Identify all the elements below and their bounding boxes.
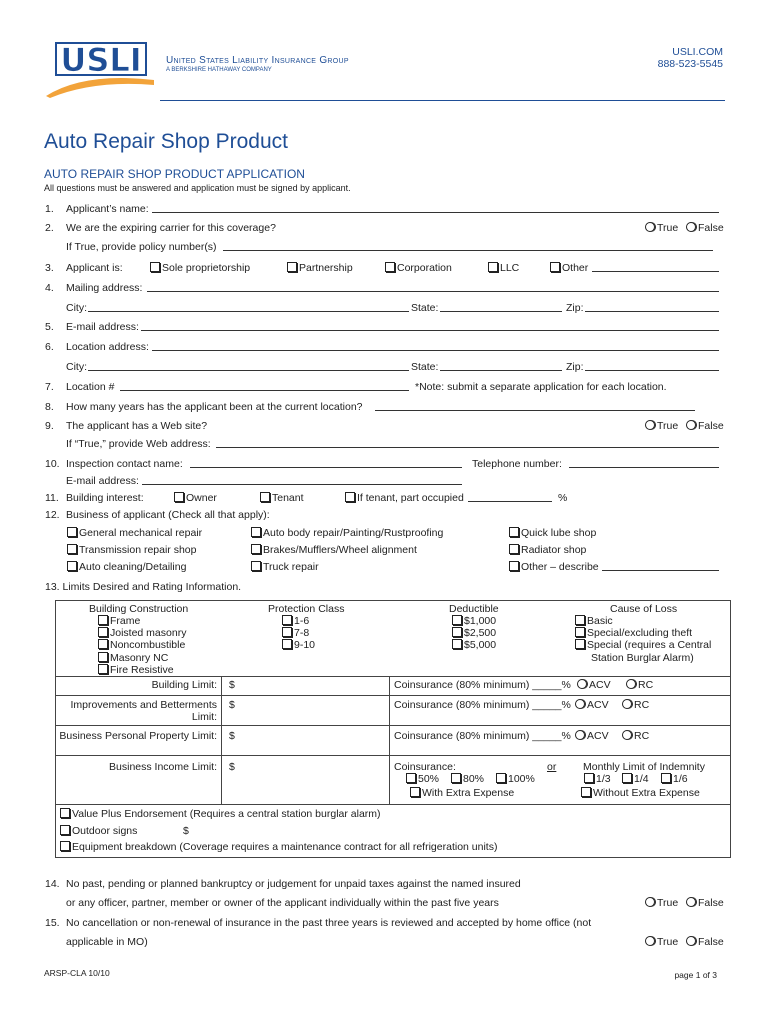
q15-label: No cancellation or non-renewal of insurance in the past three years is reviewed and accepted by home office (not (66, 917, 592, 929)
option-label: Auto body repair/Painting/Rustproofing (263, 527, 444, 539)
improvements-coinsurance[interactable]: Coinsurance (80% minimum) _____% (394, 699, 571, 711)
option-label: 7-8 (294, 627, 310, 639)
q12-number: 12. (45, 509, 60, 521)
q14-number: 14. (45, 878, 60, 890)
q7-number: 7. (45, 381, 54, 393)
bi-80-checkbox[interactable] (451, 773, 484, 785)
location-state-field[interactable] (440, 360, 562, 371)
general-mechanical-checkbox[interactable] (67, 527, 202, 539)
improvements-label-cont: Limit: (191, 711, 217, 723)
q8-number: 8. (45, 401, 54, 413)
acv-label: ACV (589, 679, 611, 691)
checkbox-icon (98, 627, 108, 637)
bi-50-checkbox[interactable] (406, 773, 439, 785)
q14-label-cont: or any officer, partner, member or owner of the applicant individually within the past five years (66, 897, 499, 909)
acv-label: ACV (587, 699, 609, 711)
rc-label: RC (634, 699, 650, 711)
monthly-1-3-checkbox[interactable] (584, 773, 611, 785)
checkbox-icon (406, 773, 416, 783)
option-label: Equipment breakdown (Coverage requires a maintenance contract for all refrigeration units) (72, 841, 498, 853)
truck-repair-checkbox[interactable] (251, 561, 319, 573)
bpp-limit-label: Business Personal Property Limit: (59, 730, 217, 742)
q2-false-radio[interactable] (686, 222, 724, 234)
q15-true-label: True (657, 936, 679, 948)
option-label: Radiator shop (521, 544, 587, 556)
sole-proprietorship-checkbox[interactable] (150, 262, 250, 274)
checkbox-icon (550, 262, 560, 272)
checkbox-icon (509, 561, 519, 571)
q2-sub-label: If True, provide policy number(s) (66, 241, 217, 253)
checkbox-icon (251, 561, 261, 571)
checkbox-icon (452, 639, 462, 649)
or-label: or (547, 761, 557, 773)
option-label: Frame (110, 615, 141, 627)
option-label: Noncombustible (110, 639, 186, 651)
mailing-state-field[interactable] (440, 301, 562, 312)
q2-false-label: False (698, 222, 724, 234)
telephone-field[interactable] (569, 457, 719, 468)
q7-note: *Note: submit a separate application for each location. (415, 381, 667, 393)
llc-checkbox[interactable] (488, 262, 519, 274)
q11-label: Building interest: (66, 492, 144, 504)
improvements-dollar[interactable]: $ (229, 699, 235, 711)
website-link[interactable]: USLI.COM (672, 46, 723, 58)
radio-icon (575, 730, 585, 740)
option-label: Masonry NC (110, 652, 169, 664)
radio-icon (645, 420, 655, 430)
special-central-label-cont: Station Burglar Alarm) (591, 652, 694, 664)
checkbox-icon (60, 808, 70, 818)
option-label: Auto cleaning/Detailing (79, 561, 187, 573)
instructions-text: All questions must be answered and application must be signed by applicant. (44, 183, 351, 193)
checkbox-icon (67, 527, 77, 537)
location-number-field[interactable] (120, 380, 409, 391)
building-limit-label: Building Limit: (151, 679, 217, 691)
checkbox-icon (575, 639, 585, 649)
ded-1000-checkbox[interactable] (452, 615, 496, 627)
q6-label: Location address: (66, 341, 149, 353)
mailing-city-label: City: (66, 302, 87, 314)
special-excluding-theft-checkbox[interactable] (575, 627, 692, 639)
without-extra-expense-checkbox[interactable] (581, 787, 700, 799)
checkbox-icon (584, 773, 594, 783)
q9-false-radio[interactable] (686, 420, 724, 432)
option-label: Without Extra Expense (593, 787, 700, 799)
q14-true-label: True (657, 897, 679, 909)
web-address-field[interactable] (216, 437, 719, 448)
option-label: Quick lube shop (521, 527, 597, 539)
checkbox-icon (509, 527, 519, 537)
q4-label: Mailing address: (66, 282, 143, 294)
q1-label: Applicant’s name: (66, 203, 149, 215)
location-city-field[interactable] (88, 360, 409, 371)
partnership-checkbox[interactable] (287, 262, 353, 274)
q10-email-label: E-mail address: (66, 475, 139, 487)
q14-true-radio[interactable] (645, 897, 678, 909)
checkbox-icon (67, 544, 77, 554)
mailing-zip-label: Zip: (566, 302, 584, 314)
option-label: 1/3 (596, 773, 611, 785)
q15-false-label: False (698, 936, 724, 948)
rc-label: RC (638, 679, 654, 691)
q5-label: E-mail address: (66, 321, 139, 333)
location-address-field[interactable] (152, 340, 719, 351)
option-label: 1/4 (634, 773, 649, 785)
checkbox-icon (410, 787, 420, 797)
other-checkbox[interactable] (550, 262, 588, 274)
q2-label: We are the expiring carrier for this coverage? (66, 222, 276, 234)
q11-number: 11. (45, 492, 59, 504)
income-limit-label: Business Income Limit: (109, 761, 217, 773)
checkbox-icon (345, 492, 355, 502)
q8-label: How many years has the applicant been at the current location? (66, 401, 363, 413)
q4-number: 4. (45, 282, 54, 294)
q9-false-label: False (698, 420, 724, 432)
building-rc-radio[interactable] (626, 679, 653, 691)
option-label: 1-6 (294, 615, 310, 627)
option-label: Special/excluding theft (587, 627, 693, 639)
phone-number: 888-523-5545 (657, 58, 723, 70)
radio-icon (645, 897, 655, 907)
checkbox-icon (260, 492, 270, 502)
mailing-city-field[interactable] (88, 301, 409, 312)
mailing-state-label: State: (411, 302, 439, 314)
page-title: Auto Repair Shop Product (44, 130, 288, 153)
option-label: Brakes/Mufflers/Wheel alignment (263, 544, 417, 556)
mailing-zip-field[interactable] (585, 301, 719, 312)
masonry-nc-checkbox[interactable] (98, 652, 168, 664)
checkbox-icon (60, 825, 70, 835)
q9-label: The applicant has a Web site? (66, 420, 208, 432)
option-label: Fire Resistive (110, 664, 174, 676)
checkbox-icon (287, 262, 297, 272)
logo (44, 38, 156, 100)
with-extra-expense-checkbox[interactable] (410, 787, 514, 799)
income-dollar[interactable]: $ (229, 761, 235, 773)
contact-email-field[interactable] (142, 474, 462, 485)
option-label: Owner (186, 492, 217, 504)
svg-text:USLI: USLI (60, 41, 142, 79)
years-at-location-field[interactable] (375, 400, 695, 411)
bi-100-checkbox[interactable] (496, 773, 535, 785)
usli-logo-icon (44, 38, 156, 100)
option-label: Other (562, 262, 589, 274)
option-label: Outdoor signs (72, 825, 138, 837)
tenant-checkbox[interactable] (260, 492, 304, 504)
bpp-dollar[interactable]: $ (229, 730, 235, 742)
bpp-acv-radio[interactable] (575, 730, 609, 742)
other-entity-field[interactable] (592, 261, 719, 272)
checkbox-icon (452, 627, 462, 637)
other-business-field[interactable] (602, 560, 719, 571)
email-field[interactable] (141, 320, 719, 331)
q9-true-radio[interactable] (645, 420, 678, 432)
checkbox-icon (452, 615, 462, 625)
percent-sign: % (558, 492, 568, 504)
q15-label-cont: applicable in MO) (66, 936, 148, 948)
option-label: Partnership (299, 262, 353, 274)
noncombustible-checkbox[interactable] (98, 639, 185, 651)
radio-icon (686, 897, 696, 907)
pc-7-8-checkbox[interactable] (282, 627, 309, 639)
radio-icon (622, 730, 632, 740)
monthly-1-4-checkbox[interactable] (622, 773, 649, 785)
q14-false-label: False (698, 897, 724, 909)
part-occupied-field[interactable] (468, 491, 552, 502)
q1-number: 1. (45, 203, 54, 215)
building-limit-dollar[interactable]: $ (229, 679, 235, 691)
radio-icon (686, 420, 696, 430)
pc-1-6-checkbox[interactable] (282, 615, 309, 627)
option-label: Value Plus Endorsement (Requires a central station burglar alarm) (72, 808, 381, 820)
bi-coinsurance-label: Coinsurance: (394, 761, 456, 773)
radio-icon (622, 699, 632, 709)
pc-9-10-checkbox[interactable] (282, 639, 315, 651)
checkbox-icon (282, 627, 292, 637)
checkbox-icon (509, 544, 519, 554)
policy-number-field[interactable] (223, 240, 713, 251)
acv-label: ACV (587, 730, 609, 742)
option-label: Basic (587, 615, 613, 627)
radio-icon (645, 222, 655, 232)
q5-number: 5. (45, 321, 54, 333)
option-label: General mechanical repair (79, 527, 203, 539)
outdoor-signs-dollar[interactable]: $ (183, 825, 189, 837)
option-label: 1/6 (673, 773, 688, 785)
checkbox-icon (488, 262, 498, 272)
form-id: ARSP-CLA 10/10 (44, 968, 110, 978)
monthly-limit-label: Monthly Limit of Indemnity (583, 761, 705, 773)
option-label: $5,000 (464, 639, 497, 651)
auto-cleaning-checkbox[interactable] (67, 561, 186, 573)
building-construction-header: Building Construction (89, 603, 189, 615)
checkbox-icon (575, 615, 585, 625)
checkbox-icon (98, 615, 108, 625)
company-name: United States Liability Insurance Group (166, 55, 349, 66)
option-label: Special (requires a Central (587, 639, 712, 651)
checkbox-icon (174, 492, 184, 502)
option-label: Tenant (272, 492, 304, 504)
basic-checkbox[interactable] (575, 615, 613, 627)
q12-label: Business of applicant (Check all that apply): (66, 509, 270, 521)
protection-class-header: Protection Class (268, 603, 345, 615)
option-label: Joisted masonry (110, 627, 187, 639)
location-state-label: State: (411, 361, 439, 373)
q7-label: Location # (66, 381, 115, 393)
q9-number: 9. (45, 420, 54, 432)
joisted-masonry-checkbox[interactable] (98, 627, 186, 639)
option-label: Other – describe (521, 561, 599, 573)
option-label: 100% (508, 773, 535, 785)
checkbox-icon (385, 262, 395, 272)
q9-sub-label: If “True,” provide Web address: (66, 438, 211, 450)
option-label: Corporation (397, 262, 452, 274)
checkbox-icon (98, 652, 108, 662)
checkbox-icon (581, 787, 591, 797)
fire-resistive-checkbox[interactable] (98, 664, 174, 676)
q2-true-radio[interactable] (645, 222, 678, 234)
q15-true-radio[interactable] (645, 936, 678, 948)
brakes-checkbox[interactable] (251, 544, 417, 556)
location-city-label: City: (66, 361, 87, 373)
special-central-checkbox[interactable] (575, 639, 711, 651)
checkbox-icon (622, 773, 632, 783)
location-zip-field[interactable] (585, 360, 719, 371)
q13-label: 13. Limits Desired and Rating Information. (45, 581, 242, 593)
option-label: 9-10 (294, 639, 316, 651)
option-label: $2,500 (464, 627, 497, 639)
building-acv-radio[interactable] (577, 679, 611, 691)
value-plus-checkbox[interactable] (60, 808, 381, 820)
radio-icon (626, 679, 636, 689)
checkbox-icon (661, 773, 671, 783)
radiator-checkbox[interactable] (509, 544, 586, 556)
q2-number: 2. (45, 222, 54, 234)
improvements-rc-radio[interactable] (622, 699, 649, 711)
q14-label: No past, pending or planned bankruptcy or judgement for unpaid taxes against the named insured (66, 878, 521, 890)
bpp-rc-radio[interactable] (622, 730, 649, 742)
deductible-header: Deductible (449, 603, 499, 615)
option-label: 80% (463, 773, 485, 785)
checkbox-icon (575, 627, 585, 637)
monthly-1-6-checkbox[interactable] (661, 773, 688, 785)
radio-icon (577, 679, 587, 689)
q3-label: Applicant is: (66, 262, 123, 274)
q10-label: Inspection contact name: (66, 458, 183, 470)
option-label: 50% (418, 773, 440, 785)
radio-icon (645, 936, 655, 946)
checkbox-icon (282, 615, 292, 625)
company-subtitle: A BERKSHIRE HATHAWAY COMPANY (166, 67, 272, 73)
mailing-address-field[interactable] (147, 281, 719, 292)
cause-of-loss-header: Cause of Loss (610, 603, 678, 615)
building-coinsurance[interactable]: Coinsurance (80% minimum) _____% (394, 679, 571, 691)
owner-checkbox[interactable] (174, 492, 217, 504)
improvements-acv-radio[interactable] (575, 699, 609, 711)
option-label: If tenant, part occupied (357, 492, 464, 504)
rc-label: RC (634, 730, 650, 742)
q9-true-label: True (657, 420, 679, 432)
option-label: LLC (500, 262, 520, 274)
outdoor-signs-checkbox[interactable] (60, 825, 137, 837)
ded-5000-checkbox[interactable] (452, 639, 496, 651)
q6-number: 6. (45, 341, 54, 353)
checkbox-icon (251, 527, 261, 537)
telephone-label: Telephone number: (472, 458, 562, 470)
q15-number: 15. (45, 917, 60, 929)
improvements-label: Improvements and Betterments (70, 699, 217, 711)
option-label: Sole proprietorship (162, 262, 251, 274)
checkbox-icon (67, 561, 77, 571)
location-zip-label: Zip: (566, 361, 584, 373)
auto-body-checkbox[interactable] (251, 527, 443, 539)
checkbox-icon (251, 544, 261, 554)
q15-false-radio[interactable] (686, 936, 724, 948)
radio-icon (686, 936, 696, 946)
other-business-checkbox[interactable] (509, 561, 599, 573)
bpp-coinsurance[interactable]: Coinsurance (80% minimum) _____% (394, 730, 571, 742)
checkbox-icon (496, 773, 506, 783)
corporation-checkbox[interactable] (385, 262, 452, 274)
section-title: AUTO REPAIR SHOP PRODUCT APPLICATION (44, 167, 305, 181)
quick-lube-checkbox[interactable] (509, 527, 596, 539)
checkbox-icon (282, 639, 292, 649)
page-number: page 1 of 3 (674, 970, 717, 980)
q10-number: 10. (45, 458, 60, 470)
inspection-contact-field[interactable] (190, 457, 462, 468)
applicant-name-field[interactable] (152, 202, 719, 213)
ded-2500-checkbox[interactable] (452, 627, 496, 639)
option-label: $1,000 (464, 615, 497, 627)
checkbox-icon (150, 262, 160, 272)
q2-true-label: True (657, 222, 679, 234)
q3-number: 3. (45, 262, 54, 274)
frame-checkbox[interactable] (98, 615, 140, 627)
option-label: Transmission repair shop (79, 544, 197, 556)
equipment-breakdown-checkbox[interactable] (60, 841, 497, 853)
header-divider (160, 100, 725, 101)
option-label: Truck repair (263, 561, 319, 573)
radio-icon (686, 222, 696, 232)
checkbox-icon (451, 773, 461, 783)
checkbox-icon (98, 664, 108, 674)
option-label: With Extra Expense (422, 787, 515, 799)
checkbox-icon (98, 639, 108, 649)
checkbox-icon (60, 841, 70, 851)
radio-icon (575, 699, 585, 709)
transmission-checkbox[interactable] (67, 544, 197, 556)
q14-false-radio[interactable] (686, 897, 724, 909)
tenant-part-checkbox[interactable] (345, 492, 464, 504)
